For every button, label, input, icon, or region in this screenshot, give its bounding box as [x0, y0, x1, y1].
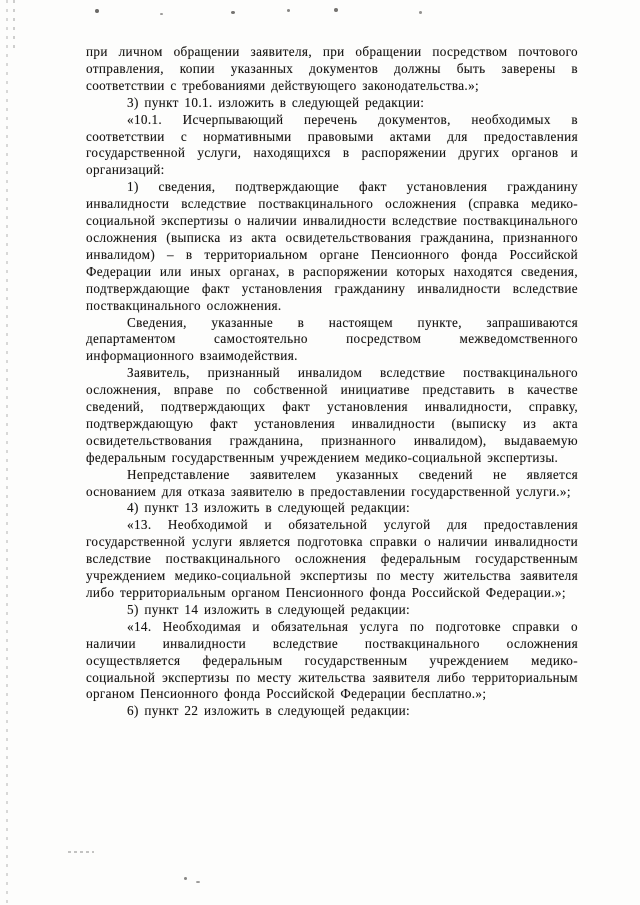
paragraph-item-3: 3) пункт 10.1. изложить в следующей редакции:	[127, 94, 425, 110]
scan-edge-dotted-line-short	[13, 0, 15, 52]
paragraph-svedeniya: Сведения, указанные в настоящем пункте, запрашиваются департаментом самостоятельно посредством межведомственного информационного взаимодействия.	[86, 314, 578, 364]
scan-edge-dotted-line	[6, 0, 8, 905]
scan-speck	[231, 11, 235, 14]
scan-speck	[160, 13, 163, 15]
paragraph-continuation: при личном обращении заявителя, при обращении посредством почтового отправления, копии указанных документов должны быть заверены в соответствии с требованиями действующего законодательства.»;	[86, 44, 578, 93]
document-text-block	[86, 44, 578, 720]
scan-speck	[334, 8, 338, 12]
scan-speck	[184, 877, 187, 880]
paragraph-clause-10-1: «10.1. Исчерпывающий перечень документов, необходимых в соответствии с нормативными правовыми актами для предоставления государственной услуги, находящихся в распоряжении других органов и организаций:	[86, 111, 578, 178]
paragraph-item-4: 4) пункт 13 изложить в следующей редакции:	[127, 500, 411, 516]
paragraph-subitem-1: 1) сведения, подтверждающие факт установления гражданину инвалидности вследствие поствакцинального осложнения (справка медико-социальной экспертизы о наличии инвалидности вследствие поствакцинального осложнения (выписка из акта освидетельствования гражданина, признанного инвалидом) – в территориальном органе Пенсионного фонда Российской Федерации или иных органах, в распоряжении которых находятся сведения, подтверждающие факт установления гражданину инвалидности вследствие поствакцинального осложнения.	[86, 179, 578, 313]
paragraph-nepredstavlenie: Непредставление заявителем указанных сведений не является основанием для отказа заявителю в предоставлении государственной услуги.»;	[86, 466, 578, 499]
paragraph-item-5: 5) пункт 14 изложить в следующей редакции:	[127, 601, 411, 617]
scan-speck	[287, 9, 290, 12]
paragraph-clause-13: «13. Необходимой и обязательной услугой для предоставления государственной услуги является подготовка справки о наличии инвалидности вследствие поствакцинального осложнения федеральным государственным учреждением медико-социальной экспертизы по месту жительства заявителя либо территориальным органом Пенсионного фонда Российской Федерации.»;	[86, 517, 578, 600]
paragraph-zayavitel: Заявитель, признанный инвалидом вследствие поствакцинального осложнения, вправе по собственной инициативе представить в качестве сведений, подтверждающих факт установления инвалидности, справку, подтверждающую факт установления инвалидности (выписку из акта освидетельствования гражданина, признанного инвалидом), выдаваемую федеральным государственным учреждением медико-социальной экспертизы.	[86, 365, 578, 465]
scan-speck	[196, 881, 200, 883]
scan-speck	[95, 9, 99, 13]
paragraph-clause-14: «14. Необходимая и обязательная услуга по подготовке справки о наличии инвалидности вследствие поствакцинального осложнения осуществляется федеральным государственным учреждением медико-социальной экспертизы по месту жительства заявителя либо территориальным органом Пенсионного фонда Российской Федерации бесплатно.»;	[86, 618, 578, 702]
paragraph-item-6: 6) пункт 22 изложить в следующей редакции:	[127, 703, 411, 719]
scan-bottom-dash	[68, 851, 94, 853]
scan-speck	[419, 11, 422, 14]
